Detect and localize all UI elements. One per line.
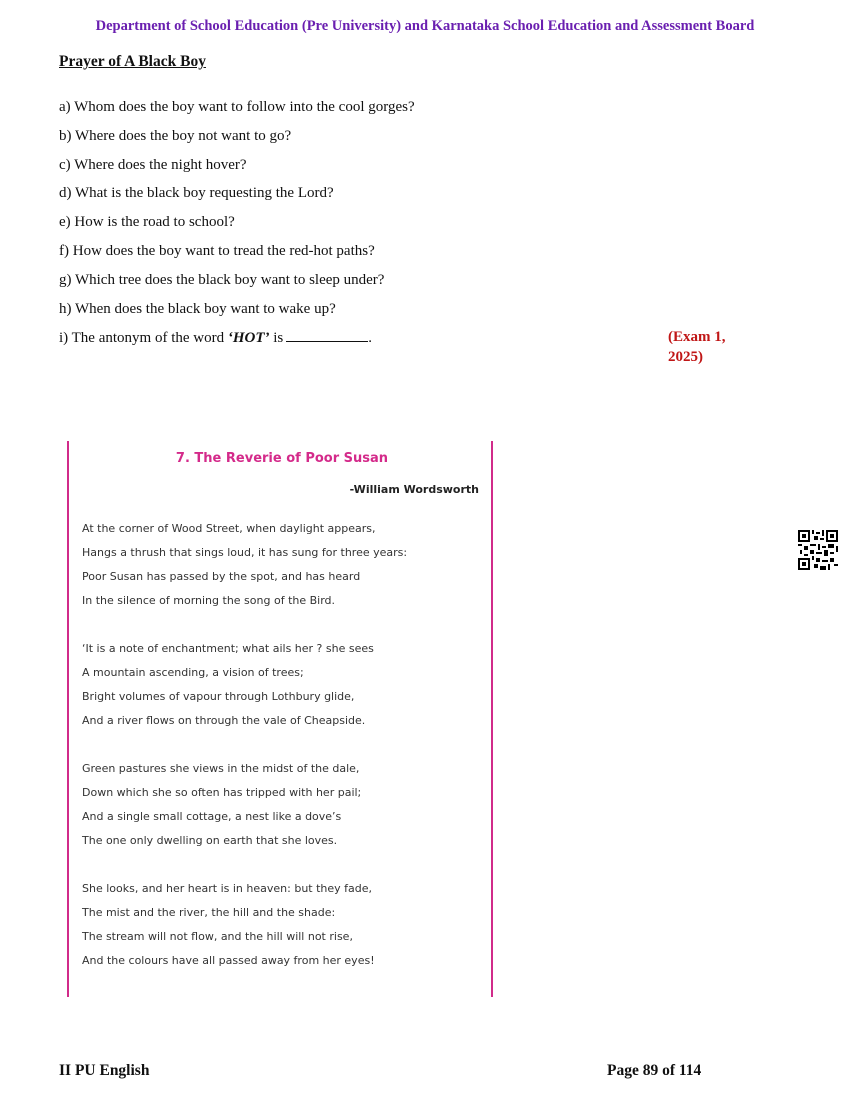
poem-line: The stream will not flow, and the hill will not rise,: [82, 930, 353, 943]
exam-reference: (Exam 1, 2025): [668, 329, 726, 366]
footer-page-number: Page 89 of 114: [607, 1062, 702, 1079]
poem-stanza: [82, 521, 482, 617]
question-is: is: [273, 330, 284, 347]
question-item: d) What is the black boy requesting the Lord?: [59, 185, 334, 202]
poem-line: ‘It is a note of enchantment; what ails her ? she sees: [82, 642, 374, 655]
poem-line: At the corner of Wood Street, when daylight appears,: [82, 522, 376, 535]
poem-stanza: [82, 881, 482, 977]
question-keyword: ‘HOT’: [227, 330, 270, 347]
poem-title: 7. The Reverie of Poor Susan: [175, 451, 389, 466]
answer-blank: [286, 327, 368, 342]
poem-line: Poor Susan has passed by the spot, and has heard: [82, 570, 361, 583]
poem-stanza: [82, 761, 482, 857]
question-item: g) Which tree does the black boy want to sleep under?: [59, 271, 385, 288]
question-item: b) Where does the boy not want to go?: [59, 127, 292, 144]
question-item: c) Where does the night hover?: [59, 156, 247, 173]
poem-line: Down which she so often has tripped with her pail;: [82, 786, 362, 799]
qr-code-icon[interactable]: [798, 530, 838, 570]
page-header: Department of School Education (Pre University) and Karnataka School Education and Assessment Board: [95, 18, 755, 34]
question-end: .: [368, 330, 373, 347]
poem-line: In the silence of morning the song of the Bird.: [82, 594, 336, 607]
question-prefix: i) The antonym of the word: [59, 330, 225, 347]
question-item: f) How does the boy want to tread the red-hot paths?: [59, 242, 375, 259]
poem-stanza: [82, 641, 482, 737]
poem-line: A mountain ascending, a vision of trees;: [82, 666, 304, 679]
poem-line: Bright volumes of vapour through Lothbury glide,: [82, 690, 355, 703]
poem-line: The one only dwelling on earth that she loves.: [82, 834, 338, 847]
section-title: Prayer of A Black Boy: [59, 53, 206, 70]
poem-line: The mist and the river, the hill and the shade:: [82, 906, 336, 919]
question-item: a) Whom does the boy want to follow into the cool gorges?: [59, 99, 415, 115]
poem-line: Green pastures she views in the midst of the dale,: [82, 762, 360, 775]
question-item-antonym: [59, 327, 739, 366]
poem-author: -William Wordsworth: [349, 483, 479, 496]
question-item: h) When does the black boy want to wake up?: [59, 300, 336, 317]
poem-line: She looks, and her heart is in heaven: but they fade,: [82, 882, 373, 895]
footer-course: II PU English: [59, 1062, 150, 1079]
poem-line: Hangs a thrush that sings loud, it has sung for three years:: [82, 546, 408, 559]
poem-box: [67, 441, 493, 997]
question-list: [59, 97, 739, 366]
poem-line: And the colours have all passed away from her eyes!: [82, 954, 375, 967]
poem-line: And a single small cottage, a nest like a dove’s: [82, 810, 342, 823]
question-item: e) How is the road to school?: [59, 214, 235, 231]
poem-line: And a river flows on through the vale of Cheapside.: [82, 714, 366, 727]
